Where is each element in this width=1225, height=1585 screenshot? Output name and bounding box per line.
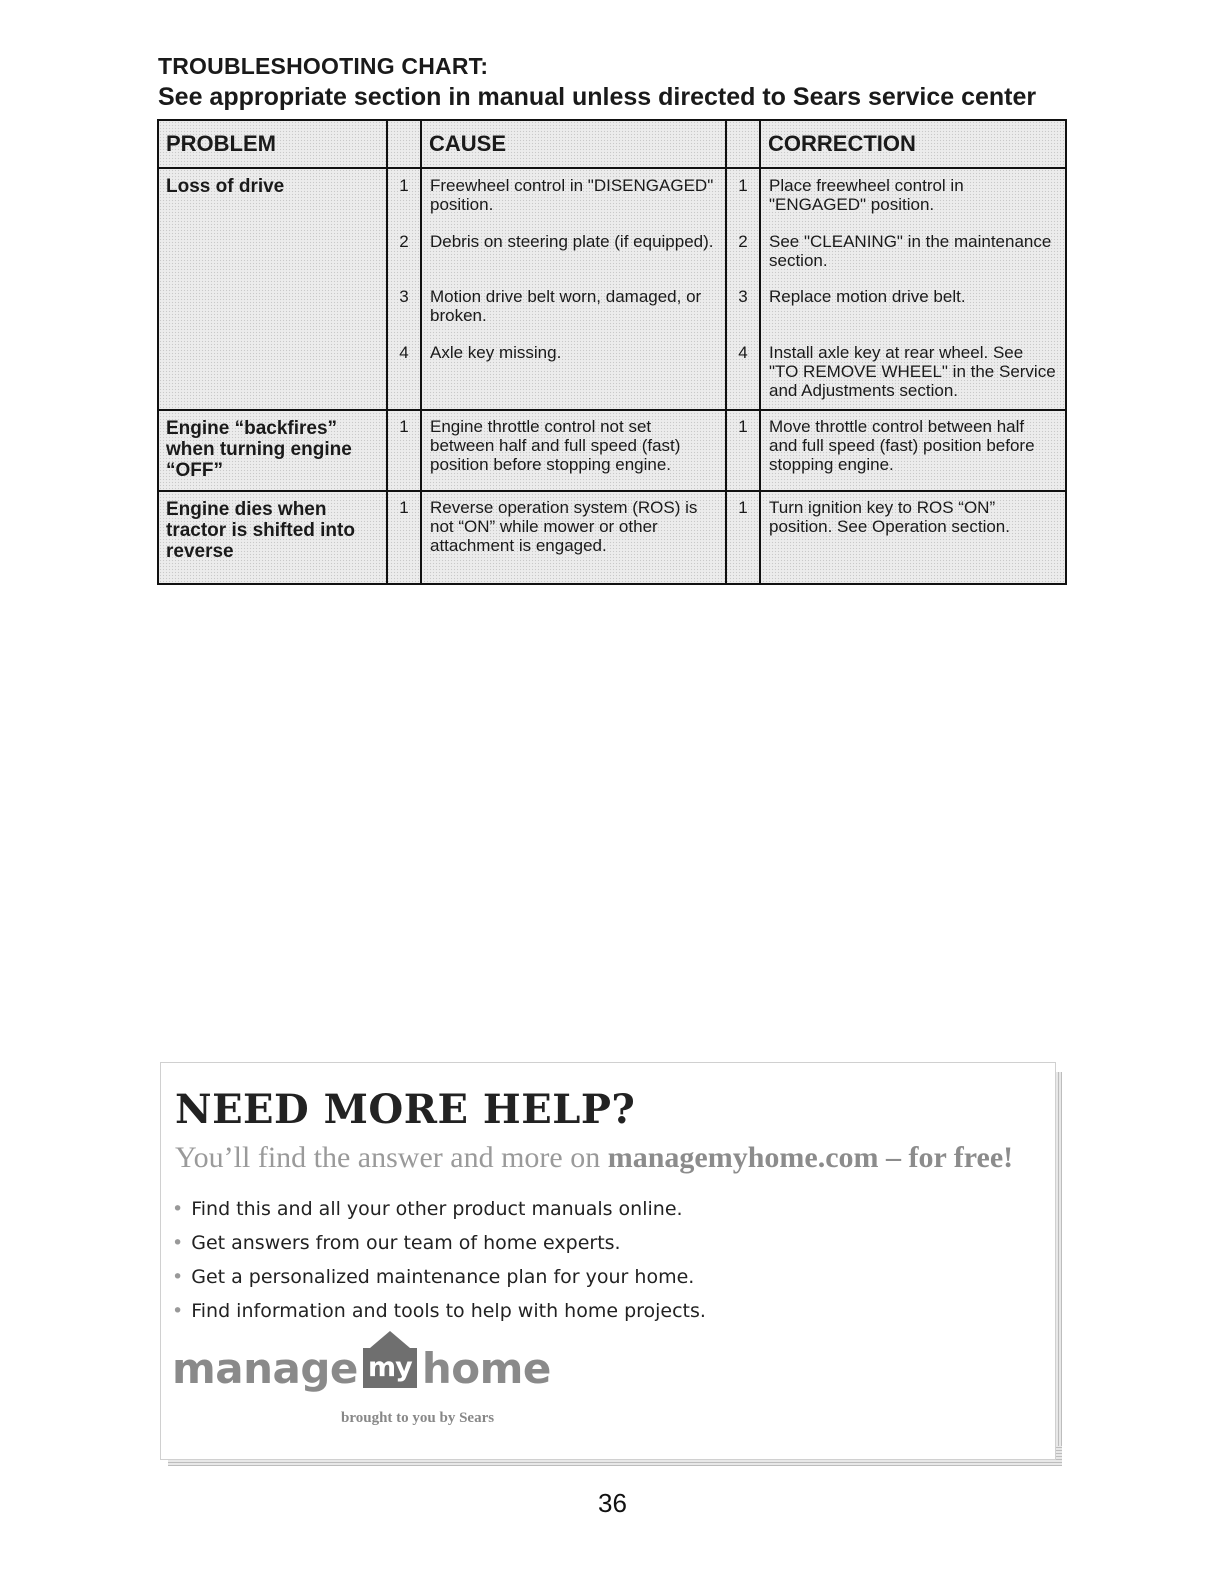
bullet-icon: •: [172, 1232, 184, 1254]
help-subtitle: [175, 1138, 1013, 1178]
cause-text: Axle key missing.: [430, 343, 562, 362]
logo-tagline: brought to you by Sears: [341, 1410, 495, 1426]
header-cause: CAUSE: [422, 121, 727, 169]
cause-number: 2: [399, 232, 409, 251]
cause-text: Motion drive belt worn, damaged, or broken.: [430, 287, 702, 325]
managemyhome-logo: [172, 1340, 551, 1396]
correction-number: 1: [738, 498, 748, 517]
correction-number: 1: [738, 176, 748, 195]
list-item-text: Get answers from our team of home experts.: [191, 1232, 621, 1254]
troubleshooting-chart: [157, 119, 1067, 585]
cause-number-cell: [388, 492, 422, 583]
correction-text: Install axle key at rear wheel. See "TO REMOVE WHEEL" in the Service and Adjustments section.: [769, 343, 1056, 400]
help-subtitle-tail: – for free!: [878, 1141, 1014, 1174]
house-roof-icon: [363, 1348, 417, 1388]
page-header: [158, 52, 1078, 112]
correction-number-cell: [727, 411, 761, 492]
cause-number-cell: [388, 169, 422, 411]
correction-number: 2: [738, 232, 748, 251]
cause-text: Freewheel control in "DISENGAGED" position.: [430, 176, 714, 214]
cause-number: 4: [399, 343, 409, 362]
help-title: NEED MORE HELP?: [175, 1086, 636, 1133]
correction-number: 3: [738, 287, 748, 306]
correction-number-cell: [727, 492, 761, 583]
help-bullet-list: [172, 1192, 706, 1328]
list-item: [172, 1294, 706, 1328]
problem-cell: Engine “backfires” when turning engine “OFF”: [159, 411, 388, 492]
list-item: [172, 1226, 706, 1260]
cause-text: Debris on steering plate (if equipped).: [430, 232, 714, 251]
cause-cell: [422, 492, 727, 583]
logo-left: manage: [172, 1343, 358, 1393]
cause-number: 3: [399, 287, 409, 306]
correction-text: Move throttle control between half and full speed (fast) position before stopping engine.: [769, 417, 1035, 474]
cause-cell: [422, 169, 727, 411]
list-item: [172, 1192, 706, 1226]
correction-cell: [761, 169, 1065, 411]
bullet-icon: •: [172, 1266, 184, 1288]
problem-cell: Engine dies when tractor is shifted into reverse: [159, 492, 388, 583]
correction-text: Turn ignition key to ROS “ON” position. See Operation section.: [769, 498, 1010, 536]
list-item-text: Find this and all your other product manuals online.: [191, 1198, 683, 1220]
header-num-spacer: [388, 121, 422, 169]
page-title: TROUBLESHOOTING CHART:: [158, 53, 489, 79]
bullet-icon: •: [172, 1198, 184, 1220]
cause-number: 1: [399, 417, 409, 436]
help-site-link[interactable]: managemyhome.com: [607, 1141, 879, 1174]
correction-text: Place freewheel control in "ENGAGED" position.: [769, 176, 964, 214]
header-problem: PROBLEM: [159, 121, 388, 169]
correction-number: 1: [738, 417, 748, 436]
correction-text: See "CLEANING" in the maintenance section.: [769, 232, 1052, 270]
list-item-text: Find information and tools to help with home projects.: [191, 1300, 706, 1322]
cause-number-cell: [388, 411, 422, 492]
cause-text: Reverse operation system (ROS) is not “ON” while mower or other attachment is engaged.: [430, 498, 698, 555]
cause-text: Engine throttle control not set between half and full speed (fast) position before stopping engine.: [430, 417, 681, 474]
page-subtitle: See appropriate section in manual unless directed to Sears service center: [158, 83, 1037, 111]
correction-number-cell: [727, 169, 761, 411]
list-item: [172, 1260, 706, 1294]
problem-cell: Loss of drive: [159, 169, 388, 411]
cause-cell: [422, 411, 727, 492]
list-item-text: Get a personalized maintenance plan for your home.: [191, 1266, 695, 1288]
header-correction: CORRECTION: [761, 121, 1065, 169]
cause-number: 1: [399, 498, 409, 517]
correction-cell: [761, 411, 1065, 492]
header-num-spacer: [727, 121, 761, 169]
logo-right: home: [421, 1343, 551, 1393]
bullet-icon: •: [172, 1300, 184, 1322]
page-number: 36: [598, 1488, 627, 1518]
correction-number: 4: [738, 343, 748, 362]
cause-number: 1: [399, 176, 409, 195]
help-subtitle-lead: You’ll find the answer and more on: [175, 1141, 608, 1174]
logo-badge-text: my: [368, 1352, 412, 1383]
correction-text: Replace motion drive belt.: [769, 287, 966, 306]
correction-cell: [761, 492, 1065, 583]
